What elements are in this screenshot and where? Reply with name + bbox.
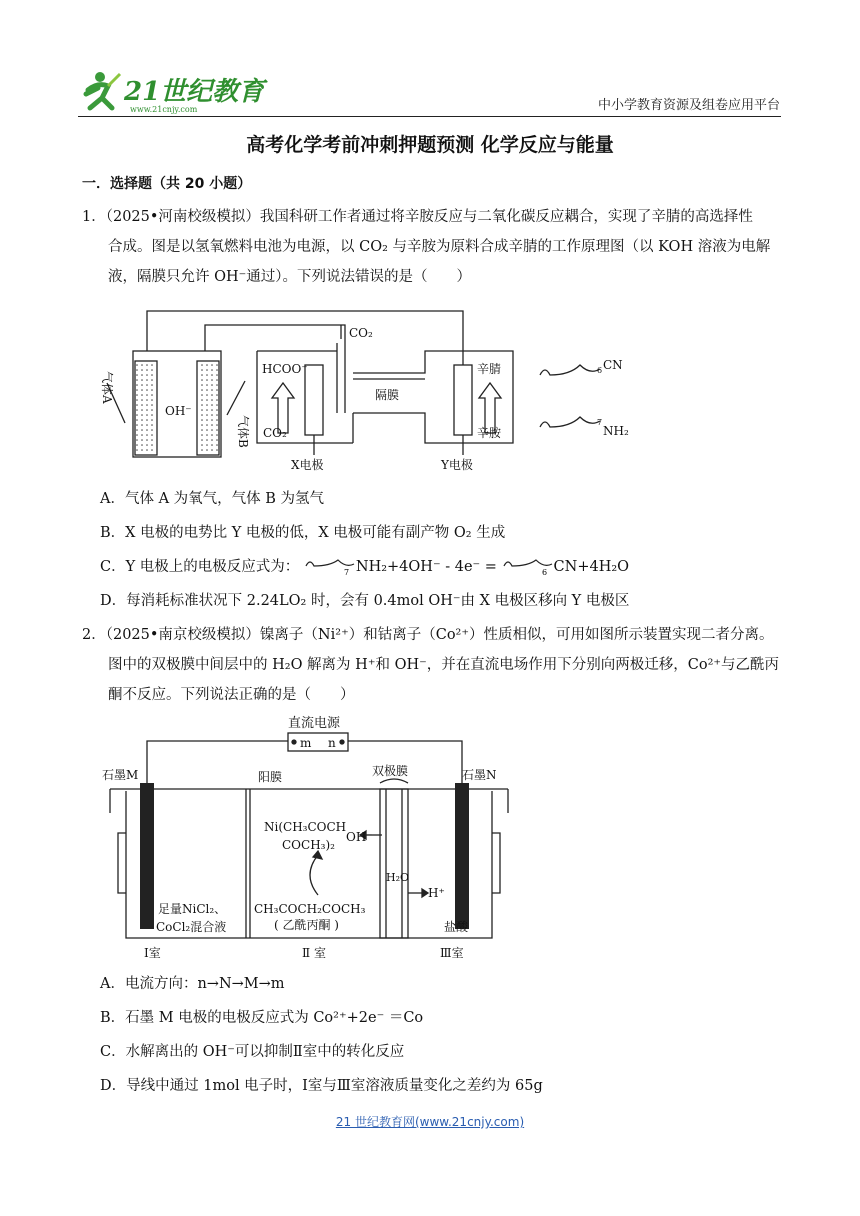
q1-option-c-label: C．Y 电极上的电极反应式为：	[100, 559, 300, 575]
cation-membrane-label: 阳膜	[258, 770, 283, 784]
runner-logo-icon	[80, 68, 265, 118]
hcoo-label: HCOO⁻	[262, 362, 308, 376]
room-3-label: Ⅲ室	[440, 946, 464, 960]
platform-name: 中小学教育资源及组卷应用平台	[597, 98, 780, 113]
oh-label: OH⁻	[165, 404, 192, 418]
power-source-label: 直流电源	[288, 716, 341, 731]
graphite-m-electrode	[140, 783, 154, 929]
q1-option-c-end: CN+4H₂O	[553, 559, 630, 575]
q2-option-b[interactable]: B．石墨 M 电极的电极反应式为 Co²⁺+2e⁻ ＝Co	[100, 1010, 424, 1026]
mixture-label: CoCl₂混合液	[156, 920, 227, 934]
q1-figure	[95, 303, 635, 475]
graphite-n-electrode	[455, 783, 469, 929]
chain-n7: 7	[343, 568, 349, 577]
nitrile-label: 辛腈	[477, 362, 502, 376]
terminal-m-label: m	[300, 736, 312, 750]
acac-label: CH₃COCH₂COCH₃	[254, 902, 366, 916]
q1-option-d[interactable]: D．每消耗标准状况下 2.24LO₂ 时，会有 0.4mol OH⁻由 X 电极区移向 Y 电极区	[100, 593, 630, 609]
bipolar-membrane-label: 双极膜	[372, 764, 409, 778]
page-title: 高考化学考前冲刺押题预测 化学反应与能量	[246, 134, 614, 156]
cn-label: CN	[603, 358, 623, 372]
q1-stem-line: 合成。图是以氢氧燃料电池为电源，以 CO₂ 与辛胺为原料合成辛腈的工作原理图（以 KOH 溶液为电解	[108, 239, 771, 255]
q2-option-d[interactable]: D．导线中通过 1mol 电子时，Ⅰ室与Ⅲ室溶液质量变化之差约为 65g	[100, 1078, 543, 1094]
nh2-label: NH₂	[603, 424, 629, 438]
graphite-n-label: 石墨N	[462, 768, 497, 782]
membrane-label: 隔膜	[375, 388, 400, 402]
logo	[80, 68, 265, 118]
chain-structure-icon	[304, 558, 356, 576]
q1-option-c-mid: NH₂+4OH⁻ - 4e⁻ =	[355, 559, 497, 575]
ni-complex-label: COCH₃)₂	[282, 838, 335, 852]
q1-stem-line: 1．（2025•河南校级模拟）我国科研工作者通过将辛胺反应与二氧化碳反应耦合，实现了辛腈的高选择性	[82, 209, 753, 225]
chain-n7: 7	[597, 418, 603, 427]
gas-b-label: 气体B	[236, 415, 250, 448]
room-2-label: Ⅱ 室	[302, 946, 326, 960]
q2-stem-line: 2．（2025•南京校级模拟）镍离子（Ni²⁺）和钴离子（Co²⁺）性质相似，可用如图所示装置实现二者分离。	[82, 627, 774, 643]
gas-a-label: 气体A	[100, 371, 114, 404]
y-electrode-label: Y电极	[441, 458, 473, 472]
terminal-n-label: n	[328, 736, 336, 750]
co2-bottom-label: CO₂	[263, 426, 287, 440]
chain-n6: 6	[597, 366, 603, 375]
q2-stem-line: 图中的双极膜中间层中的 H₂O 解离为 H⁺和 OH⁻，并在直流电场作用下分别向两极迁移，Co²⁺与乙酰丙	[108, 657, 780, 673]
q1-option-a[interactable]: A．气体 A 为氧气，气体 B 为氢气	[100, 491, 325, 507]
q1-option-c[interactable]	[100, 555, 629, 576]
chain-n6: 6	[541, 568, 547, 577]
oh-arrow-label: OH⁻	[346, 830, 373, 844]
section-heading: 一．选择题（共 20 小题）	[82, 176, 252, 192]
x-electrode	[305, 365, 323, 435]
q2-figure	[98, 713, 508, 965]
mixture-label: 足量NiCl₂、	[158, 902, 227, 916]
hcl-label: 盐酸	[444, 920, 469, 934]
amine-label: 辛胺	[477, 426, 502, 440]
co2-top-label: CO₂	[349, 326, 373, 340]
logo-sub: www.21cnjy.com	[130, 105, 198, 114]
hplus-label: H⁺	[428, 886, 445, 900]
y-electrode	[454, 365, 472, 435]
chain-structure-icon	[502, 558, 554, 576]
h2o-label: H₂O	[386, 871, 410, 884]
q1-option-b[interactable]: B．X 电极的电势比 Y 电极的低，X 电极可能有副产物 O₂ 生成	[100, 525, 506, 541]
footer	[0, 1113, 860, 1130]
footer-link[interactable]: 21 世纪教育网(www.21cnjy.com)	[335, 1115, 525, 1129]
logo-text: 21世纪教育	[124, 77, 265, 107]
q2-option-a[interactable]: A．电流方向：n→N→M→m	[100, 976, 285, 992]
q2-stem-line: 酮不反应。下列说法正确的是（ ）	[108, 687, 355, 703]
acac-name-label: ( 乙酰丙酮 )	[274, 918, 339, 932]
graphite-m-label: 石墨M	[102, 768, 139, 782]
room-1-label: Ⅰ室	[144, 946, 161, 960]
q2-option-c[interactable]: C．水解离出的 OH⁻可以抑制Ⅱ室中的转化反应	[100, 1044, 405, 1060]
ni-complex-label: Ni(CH₃COCH	[264, 820, 347, 834]
q1-stem	[82, 202, 782, 292]
x-electrode-label: X电极	[291, 458, 324, 472]
header-divider	[78, 116, 781, 117]
q2-stem	[82, 620, 782, 710]
q1-stem-line: 液，隔膜只允许 OH⁻通过）。下列说法错误的是（ ）	[108, 269, 472, 285]
